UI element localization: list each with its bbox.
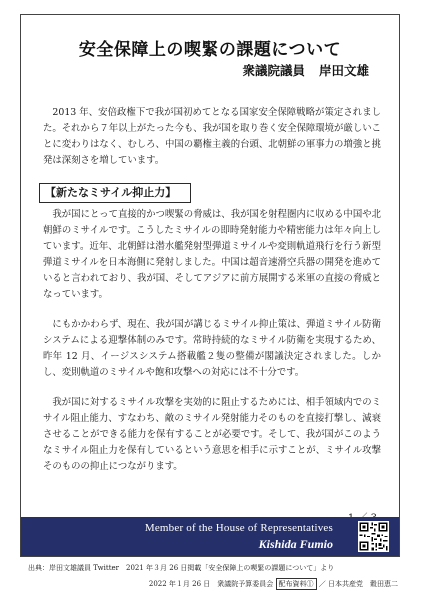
material-label-box: 配布資料①	[276, 578, 317, 590]
author-role: 衆議院議員	[242, 63, 305, 78]
document-body	[43, 105, 381, 489]
meeting-note	[149, 578, 398, 590]
footer-name-line: Kishida Fumio	[258, 537, 333, 551]
source-note: 出典：岸田文雄議員 Twitter 2021 年３月 26 日掲載「安全保障上の喫緊の課題について」より	[28, 564, 335, 572]
body-paragraph-1: 我が国にとって直接的かつ喫緊の脅威は、我が国を射程圏内に収める中国や北朝鮮のミサイルです。こうしたミサイルの即時発射能力や精密能力は年々向上しています。近年、北朝鮮は潜水艦発射型弾道ミサイルや変則軌道飛行を行う新型弾道ミサイルを日本海側に発射しました。中国は超音速滑空兵器の開発を進めていると言われており、我が国、そしてアジアに前方展開する米軍の直接の脅威となっています。	[43, 209, 381, 300]
footer-band	[21, 517, 399, 556]
qr-code-icon[interactable]	[358, 521, 389, 552]
document-title: 安全保障上の喫緊の課題について	[78, 40, 342, 60]
meeting-party-member: ／ 日本共産党 穀田恵二	[318, 580, 398, 588]
footer-member-line: Member of the House of Representatives	[144, 522, 333, 534]
intro-paragraph: 2013 年、安倍政権下で我が国初めてとなる国家安全保障戦略が策定されました。それから７年以上がたった今も、我が国を取り巻く安全保障環境が厳しいことに変わりはなく、むしろ、中国の覇権主義的台頭、北朝鮮の軍事力の増強と挑発は深刻さを増しています。	[43, 107, 381, 166]
meeting-date-committee: 2022 年１月 26 日 衆議院予算委員会	[148, 580, 274, 588]
body-paragraph-2: にもかかわらず、現在、我が国が講じるミサイル抑止策は、弾道ミサイル防衛システムによる迎撃体制のみです。常時持続的なミサイル防衛を実現するため、昨年 12 月、イージスシステム搭載艦２隻の整備が閣議決定されました。しかし、変則軌道のミサイルや飽和攻撃への対応には不十分です。	[43, 319, 381, 378]
author-name: 岸田文雄	[318, 63, 369, 78]
author-line	[242, 61, 369, 79]
body-paragraph-3: 我が国に対するミサイル攻撃を実効的に阻止するためには、相手領域内でのミサイル阻止能力、すなわち、敵のミサイル発射能力そのものを直接打撃し、減衰させることができる能力を保有することが必要です。そして、我が国がこのようなミサイル阻止力を保有しているという意思を相手に示すことが、ミサイル攻撃そのものの抑止につながります。	[43, 397, 381, 472]
document-page	[20, 14, 400, 557]
section-heading: 【新たなミサイル抑止力】	[39, 183, 191, 203]
